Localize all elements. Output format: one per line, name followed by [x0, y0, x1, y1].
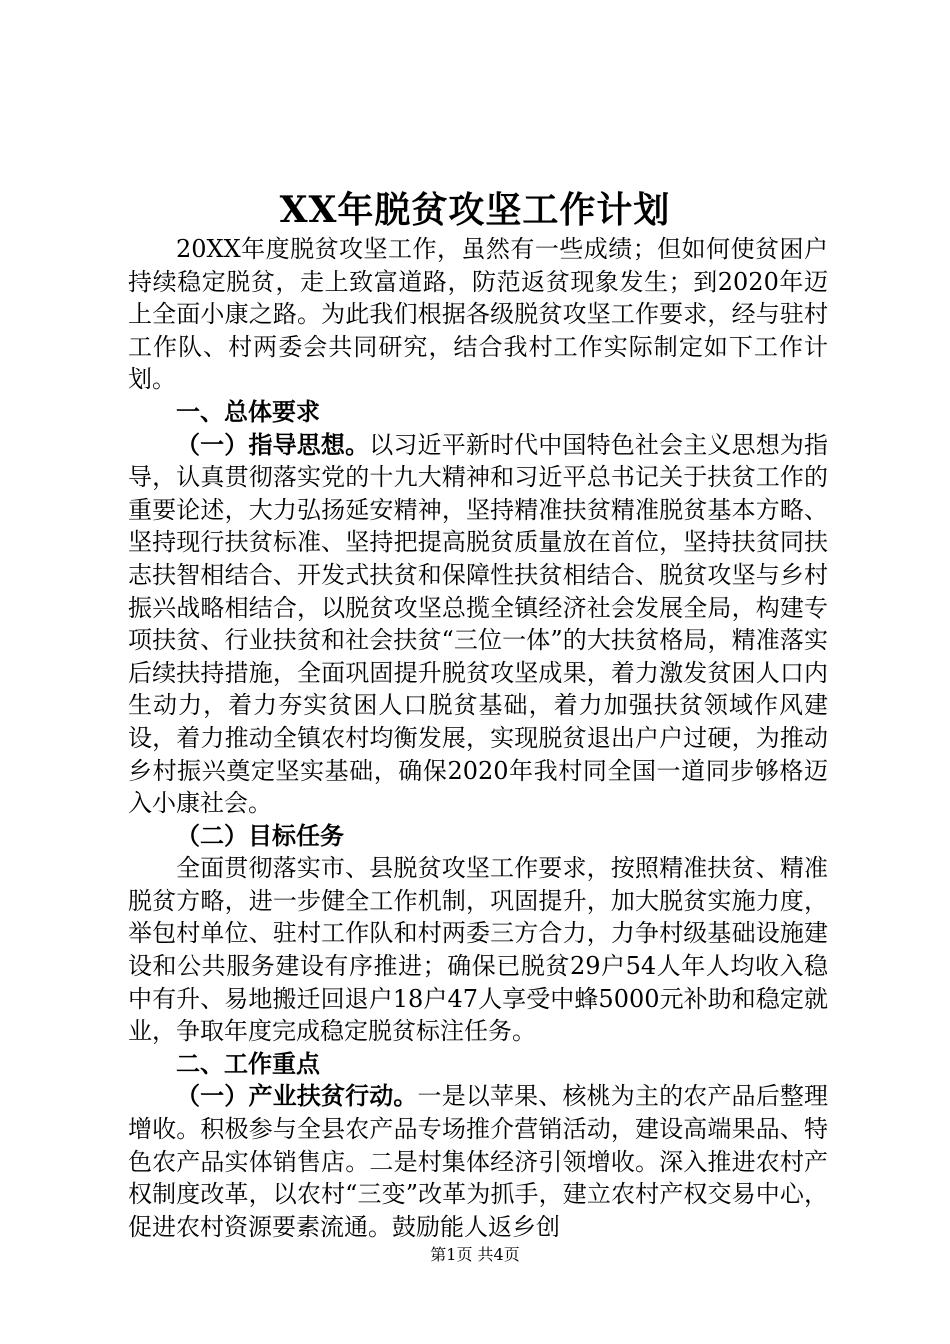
section-2-heading: 二、工作重点 — [176, 1048, 320, 1078]
guiding-thought-text: 以习近平新时代中国特色社会主义思想为指导，认真贯彻落实党的十九大精神和习近平总书记关于扶贫工作的重要论述，大力弘扬延安精神，坚持精准扶贫精准脱贫基本方略、坚持现行扶贫标准、坚持把提高脱贫质量放在首位，坚持扶贫同扶志扶智相结合、开发式扶贫和保障性扶贫相结合、脱贫攻坚与乡村振兴战略相结合，以脱贫攻坚总揽全镇经济社会发展全局，构建专项扶贫、行业扶贫和社会扶贫“三位一体”的大扶贫格局，精准落实后续扶持措施，全面巩固提升脱贫攻坚成果，着力激发贫困人口内生动力，着力夯实贫困人口脱贫基础，着力加强扶贫领域作风建设，着力推动全镇农村均衡发展，实现脱贫退出户户过硬，为推动乡村振兴奠定坚实基础，确保2020年我村同全国一道同步够格迈入小康社会。 — [128, 430, 829, 818]
industry-poverty-text: 一是以苹果、核桃为主的农产品后整理增收。积极参与全县农产品专场推介营销活动，建设高端果品、特色农产品实体销售店。二是村集体经济引领增收。深入推进农村产权制度改革，以农村“三变”改革为抓手，建立农村产权交易中心，促进农村资源要素流通。鼓励能人返乡创 — [128, 1082, 829, 1241]
intro-paragraph: 20XX年度脱贫攻坚工作，虽然有一些成绩；但如何使贫困户持续稳定脱贫，走上致富道路，防范返贫现象发生；到2020年迈上全面小康之路。为此我们根据各级脱贫攻坚工作要求，经与驻村工作队、村两委会共同研究，结合我村工作实际制定如下工作计划。 — [128, 235, 828, 394]
guiding-thought-lead: （一）指导思想。 — [176, 429, 370, 459]
industry-poverty-paragraph — [128, 1080, 828, 1243]
document-title: XX年脱贫攻坚工作计划 — [279, 189, 671, 231]
industry-poverty-lead: （一）产业扶贫行动。 — [176, 1081, 418, 1111]
section-1-heading: 一、总体要求 — [176, 396, 320, 426]
target-tasks-heading: （二）目标任务 — [176, 820, 344, 850]
target-tasks-paragraph: 全面贯彻落实市、县脱贫攻坚工作要求，按照精准扶贫、精准脱贫方略，进一步健全工作机制，巩固提升，加大脱贫实施力度，举包村单位、驻村工作队和村两委三方合力，力争村级基础设施建设和公共服务建设有序推进；确保已脱贫29户54人年人均收入稳中有升、易地搬迁回退户18户47人享受中蜂5000元补助和稳定就业，争取年度完成稳定脱贫标注任务。 — [128, 854, 828, 1046]
page-footer: 第1页 共4页 — [430, 1245, 520, 1264]
document-body — [128, 233, 828, 1243]
guiding-thought-paragraph — [128, 429, 828, 820]
